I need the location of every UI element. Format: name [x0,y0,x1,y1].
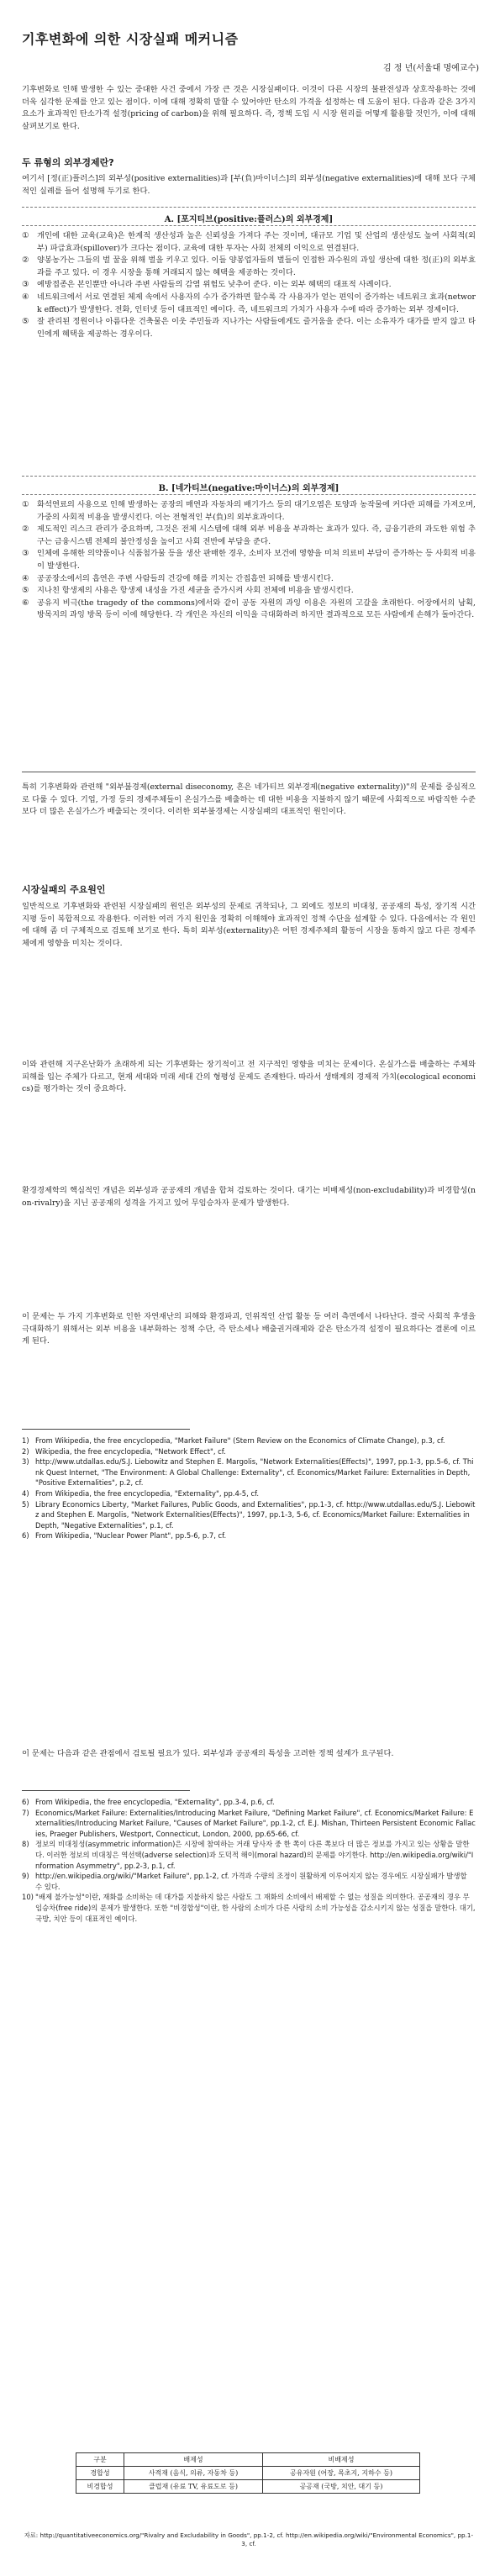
footnote [22,1797,476,1808]
footnote-text: From Wikipedia, the free encyclopedia, "Market Failure" (Stern Review on the Economics of Climate Change), p.3, cf. [35,1436,445,1445]
list-item-number: ② [22,255,29,266]
footnote-text: http://en.wikipedia.org/wiki/"Market Failure", pp.1-2, cf. 가격과 수량의 조정이 원활하게 이루어지지 않는 경우에도 시장실패가 발생할 수 있다. [35,1872,467,1891]
list-item-text: 네트워크에서 서로 연결된 체제 속에서 사용자의 수가 증가하면 할수록 각 사용자가 얻는 편익이 증가하는 네트워크 효과(network effect)가 발생한다. 전화, 인터넷 등이 대표적인 예이다. 즉, 네트워크의 가치가 사용자 수에 따라 증가하는 외부 경제이다. [37,292,476,314]
table-header-row [76,2453,420,2467]
market-failure-paragraph-2: 이와 관련해 지구온난화가 초래하게 되는 기후변화는 장기적이고 전 지구적인 영향을 미치는 문제이다. 온실가스를 배출하는 주체와 피해를 입는 주체가 다르고, 현재 세대와 미래 세대 간의 형평성 문제도 존재한다. 따라서 생태계의 경제적 가치(ecological economics)를 평가하는 것이 중요하다. [22,1060,476,1094]
footnotes-b [22,1797,476,1924]
list-item-number: ⑤ [22,586,29,596]
footnote-rule-b [22,1790,190,1791]
footnote-text: Library Economics Liberty, "Market Failures, Public Goods, and Externalities", pp.1-3, cf. http://www.utdallas.edu/S.J. Liebowitz and Stephen E. Margolis, "Network Externalities(Effects)", 1997, pp.1-3, 5-6, cf. Economics/Market Failure: Externalities in Depth, "Negative Externalities", p.1, cf. [35,1499,476,1530]
footnote-text: From Wikipedia, the free encyclopedia, "Externality", pp.3-4, p.6, cf. [35,1798,275,1806]
table-row [76,2480,420,2494]
footnote [22,1446,476,1457]
footnote-number: 4) [22,1488,29,1498]
market-failure-paragraph-1: 일반적으로 기후변화와 관련된 시장실패의 원인은 외부성의 문제로 귀착되나, 그 외에도 정보의 비대칭, 공공재의 특성, 장기적 시간 지평 등이 복합적으로 작용한다. 이러한 여러 가지 원인을 정확히 이해해야 효과적인 정책 수단을 설계할 수 있다. 다음에서는 각 원인에 대해 좀 더 구체적으로 검토해 보기로 한다. 특히 외부성(externality)은 어떤 경제주체의 활동이 시장을 통하지 않고 다른 경제주체에게 영향을 미치는 것이다. [22,902,476,948]
footnote-number: 1) [22,1436,29,1445]
intro-paragraph: 기후변화로 인해 발생한 수 있는 중대한 사건 중에서 가장 큰 것은 시장실패이다. 이것이 다른 시장의 불완전성과 상호작용하는 것에 더욱 심각한 문제를 안고 있는 점이다. 이에 대해 정확히 말할 수 있어야만 탄소의 가격을 설정하는 데 도움이 된다. 다음과 같은 3가지 요소가 효과적인 탄소가격 설정(pricing of carbon)을 위해 필요하다. 즉, 정책 도입 시 시장 원리를 어떻게 활용할 것인가, 이에 대해 살펴보기로 한다. [22,85,476,131]
footnote-number: 10) [22,1893,34,1902]
market-failure-paragraph-4: 이 문제는 두 가지 기후변화로 인한 자연재난의 피해와 환경파괴, 인위적인 산업 활동 등 여러 측면에서 나타난다. 결국 사회적 후생을 극대화하기 위해서는 외부 비용을 내부화하는 정책 수단, 즉 탄소세나 배출권거래제와 같은 탄소가격 설정이 필요하다는 결론에 이르게 된다. [22,1312,476,1346]
box-a-top-rule [22,207,476,208]
list-item-text: 제도적인 리스크 관리가 중요하며, 그것은 전체 시스템에 대해 외부 비용을 부과하는 효과가 있다. 즉, 금융기관의 과도한 위험 추구는 금융시스템 전체의 불안정성을 높이고 사회 전반에 부담을 준다. [37,524,476,546]
table-header-cell: 구분 [76,2453,124,2467]
table-cell: 공유자원 (어장, 목초지, 지하수 등) [262,2467,419,2480]
list-item-number: ⑥ [22,598,29,608]
footnote-text: From Wikipedia, "Nuclear Power Plant", pp.5-6, p.7, cf. [35,1531,227,1541]
list-item [22,279,476,292]
footnote-number: 5) [22,1499,29,1509]
section1-paragraph: 여기서 [정(正)플러스]의 외부성(positive externalities)과 [부(負)마이너스]의 외부성(negative externalities)에 대해 보다 구체적인 실례를 들어 설명해 두기로 한다. [22,174,476,196]
footnote-number: 8) [22,1840,29,1849]
footnote-number: 7) [22,1808,29,1817]
box-b-title: B. [네가티브(negative:마이너스)의 외부경제] [158,484,339,493]
footnote-text: Wikipedia, the free encyclopedia, "Network Effect", cf. [35,1446,226,1456]
list-item-text: 잘 관리된 정원이나 아름다운 건축물은 이웃 주민들과 지나가는 사람들에게도 즐거움을 준다. 이는 소유자가 대가를 받지 않고 타인에게 혜택을 제공하는 경우이다. [37,317,476,339]
footnote-text: http://www.utdallas.edu/S.J. Liebowitz and Stephen E. Margolis, "Network Externalities(Effects)", 1997, pp.1-3, pp.5-6, cf. Think Quest Internet, "The Environment: A Global Challenge: Externality", cf. Economics/Market Failure: Externalities in Depth, "Positive Externalities", p.2, cf. [35,1457,474,1488]
table-source-note: 자료: http://quantitativeeconomics.org/"Rivalry and Excludability in Goods", pp.1-2, cf. http://en.wikipedia.org/wiki/"Environmental Economics", pp.1-3, cf. [24,2531,474,2547]
list-item-text: 지나친 항생제의 사용은 항생제 내성을 가진 세균을 증가시켜 사회 전체에 비용을 발생시킨다. [37,586,354,596]
market-failure-paragraph-3: 환경경제학의 핵심적인 개념은 외부성과 공공재의 개념을 합쳐 검토하는 것이다. 대기는 비배제성(non-excludability)과 비경합성(non-rivalry)을 지닌 공공재의 성격을 가지고 있어 무임승차자 문제가 발생한다. [22,1186,476,1208]
table-row [76,2467,420,2480]
list-item-number: ④ [22,573,29,583]
footnote [22,1892,476,1924]
author-line: 김 정 년(서울대 명예교수) [383,64,479,73]
table-cell: 사적재 (음식, 의류, 자동차 등) [124,2467,263,2480]
footnote [22,1499,476,1531]
list-item-number: ③ [22,280,29,290]
footnote-number: 6) [22,1531,29,1541]
negative-externality-list [22,499,476,622]
list-item-number: ② [22,524,29,535]
list-item-text: 개인에 대한 교육(교육)은 한계적 생산성과 높은 신뢰성을 가져다 주는 것이며, 대규모 기업 및 산업의 생산성도 높여 사회적(외부) 파급효과(spillover)가 크다는 점이다. 교육에 대한 투자는 사회 전체의 이익으로 연결된다. [37,231,476,253]
footnote-number: 2) [22,1446,29,1456]
box-b-top-rule [22,476,476,477]
table-cell: 비경합성 [76,2480,124,2494]
footnote [22,1436,476,1446]
table-cell: 클럽재 (유료 TV, 유료도로 등) [124,2480,263,2494]
list-item [22,255,476,279]
footnote [22,1808,476,1840]
footnotes-a [22,1436,476,1541]
box-a-title: A. [포지티브(positive:플러스)의 외부경제] [164,215,334,224]
list-item-number: ③ [22,549,29,559]
list-item-text: 예방접종은 본인뿐만 아니라 주변 사람들의 감염 위험도 낮추어 준다. 이는 외부 혜택의 대표적 사례이다. [37,280,392,290]
footnote [22,1488,476,1499]
list-item-text: 화석연료의 사용으로 인해 발생하는 공장의 매연과 자동차의 배기가스 등의 대기오염은 토양과 농작물에 커다란 피해를 가져오며, 가중의 사회적 비용을 발생시킨다. 이는 전형적인 부(負)의 외부효과이다. [37,500,476,522]
list-item-number: ① [22,231,29,240]
list-item [22,230,476,255]
footnote-text: "배제 불가능성"이란, 재화를 소비하는 데 대가를 지불하지 않은 사람도 그 재화의 소비에서 배제할 수 없는 성질을 의미한다. 공공재의 경우 무임승차(free ride)의 문제가 발생한다. 또한 "비경합성"이란, 한 사람의 소비가 다른 사람의 소비 가능성을 감소시키지 않는 성질을 말한다. 대기, 국방, 치안 등이 대표적인 예이다. [35,1893,476,1923]
footnote-number: 3) [22,1457,29,1467]
mid-paragraph: 이 문제는 다음과 같은 관점에서 검토될 필요가 있다. 외부성과 공공재의 특성을 고려한 정책 설계가 요구된다. [22,1749,394,1758]
section-heading-market-failure: 시장실패의 주요원인 [22,884,106,895]
externality-summary-paragraph: 특히 기후변화와 관련해 "외부불경제(external diseconomy, 흔은 네가티브 외부경제(negative externality))"의 문제를 중심적으로 다룰 수 있다. 기업, 가정 등의 경제주체들이 온실가스를 배출하는 데 대한 비용을 지불하지 않기 때문에 사회적으로 바람직한 수준보다 더 많은 온실가스가 배출되는 것이다. 이러한 외부불경제는 시장실패의 대표적인 원인이다. [22,782,476,817]
footnote-text: From Wikipedia, the free encyclopedia, "Externality", pp.4-5, cf. [35,1488,260,1498]
positive-externality-list [22,230,476,340]
footnote [22,1839,476,1871]
table-header-cell: 배제성 [124,2453,263,2467]
box-b-title-rule [22,494,476,495]
list-item [22,585,476,598]
list-item-number: ⑤ [22,317,29,327]
article-title: 기후변화에 의한 시장실패 메커니즘 [22,31,239,47]
list-item-number: ④ [22,292,29,302]
list-item-number: ① [22,500,29,509]
table-header-cell: 비배제성 [262,2453,419,2467]
list-item [22,524,476,548]
box-a-title-rule [22,225,476,226]
list-item [22,292,476,316]
list-item-text: 양봉농가는 그들의 벌 꿀을 위해 벌을 키우고 있다. 이들 양봉업자들의 벌들이 인접한 과수원의 과일 생산에 대한 정(正)의 외부효과를 주고 있다. 이 경우 시장을 통해 거래되지 않는 혜택을 제공하는 것이다. [37,255,476,277]
footnote-number: 9) [22,1872,29,1881]
list-item [22,548,476,572]
footnote-number: 6) [22,1798,29,1806]
list-item [22,499,476,524]
table-cell: 경합성 [76,2467,124,2480]
list-item-text: 공공장소에서의 흡연은 주변 사람들의 건강에 해를 끼치는 간접흡연 피해를 발생시킨다. [37,573,334,583]
footnote [22,1457,476,1488]
footnote-text: 정보의 비대칭성(asymmetric information)은 시장에 참여하는 거래 당사자 중 한 쪽이 다른 쪽보다 더 많은 정보를 가지고 있는 상황을 말한다. 이러한 정보의 비대칭은 역선택(adverse selection)과 도덕적 해이(moral hazard)의 문제를 야기한다. http://en.wikipedia.org/wiki/"Information Asymmetry", pp.2-3, p.1, cf. [35,1840,474,1870]
footnote-rule-a [22,1429,190,1430]
goods-classification-table [76,2452,420,2494]
table-cell: 공공재 (국방, 치안, 대기 등) [262,2480,419,2494]
footnote [22,1530,476,1541]
section-heading-externality: 두 류형의 외부경제란? [22,157,114,168]
list-item [22,573,476,586]
list-item-text: 공유지 비극(the tragedy of the commons)에서와 같이 공동 자원의 과잉 이용은 자원의 고갈을 초래한다. 어장에서의 남획, 방목지의 과잉 방목 등이 이에 해당한다. 각 개인은 자신의 이익을 극대화하려 하지만 결과적으로 모든 사람에게 손해가 돌아간다. [37,598,476,620]
footnote-text: Economics/Market Failure: Externalities/Introducing Market Failure, "Defining Market Failure", cf. Economics/Market Failure: Externalities/Introducing Market Failure, "Causes of Market Failure", pp.1-2, cf. E.J. Mishan, Thirteen Persistent Economic Fallacies, Praeger Publishers, Westport, Connecticut, London, 2000, pp.65-66, cf. [35,1808,476,1838]
footnote [22,1871,476,1892]
list-item [22,598,476,622]
list-item-text: 인체에 유해한 의약품이나 식품첨가물 등을 생산 판매한 경우, 소비자 보건에 영향을 미쳐 의료비 부담이 증가하는 등 사회적 비용이 발생한다. [37,549,476,571]
list-item [22,316,476,340]
